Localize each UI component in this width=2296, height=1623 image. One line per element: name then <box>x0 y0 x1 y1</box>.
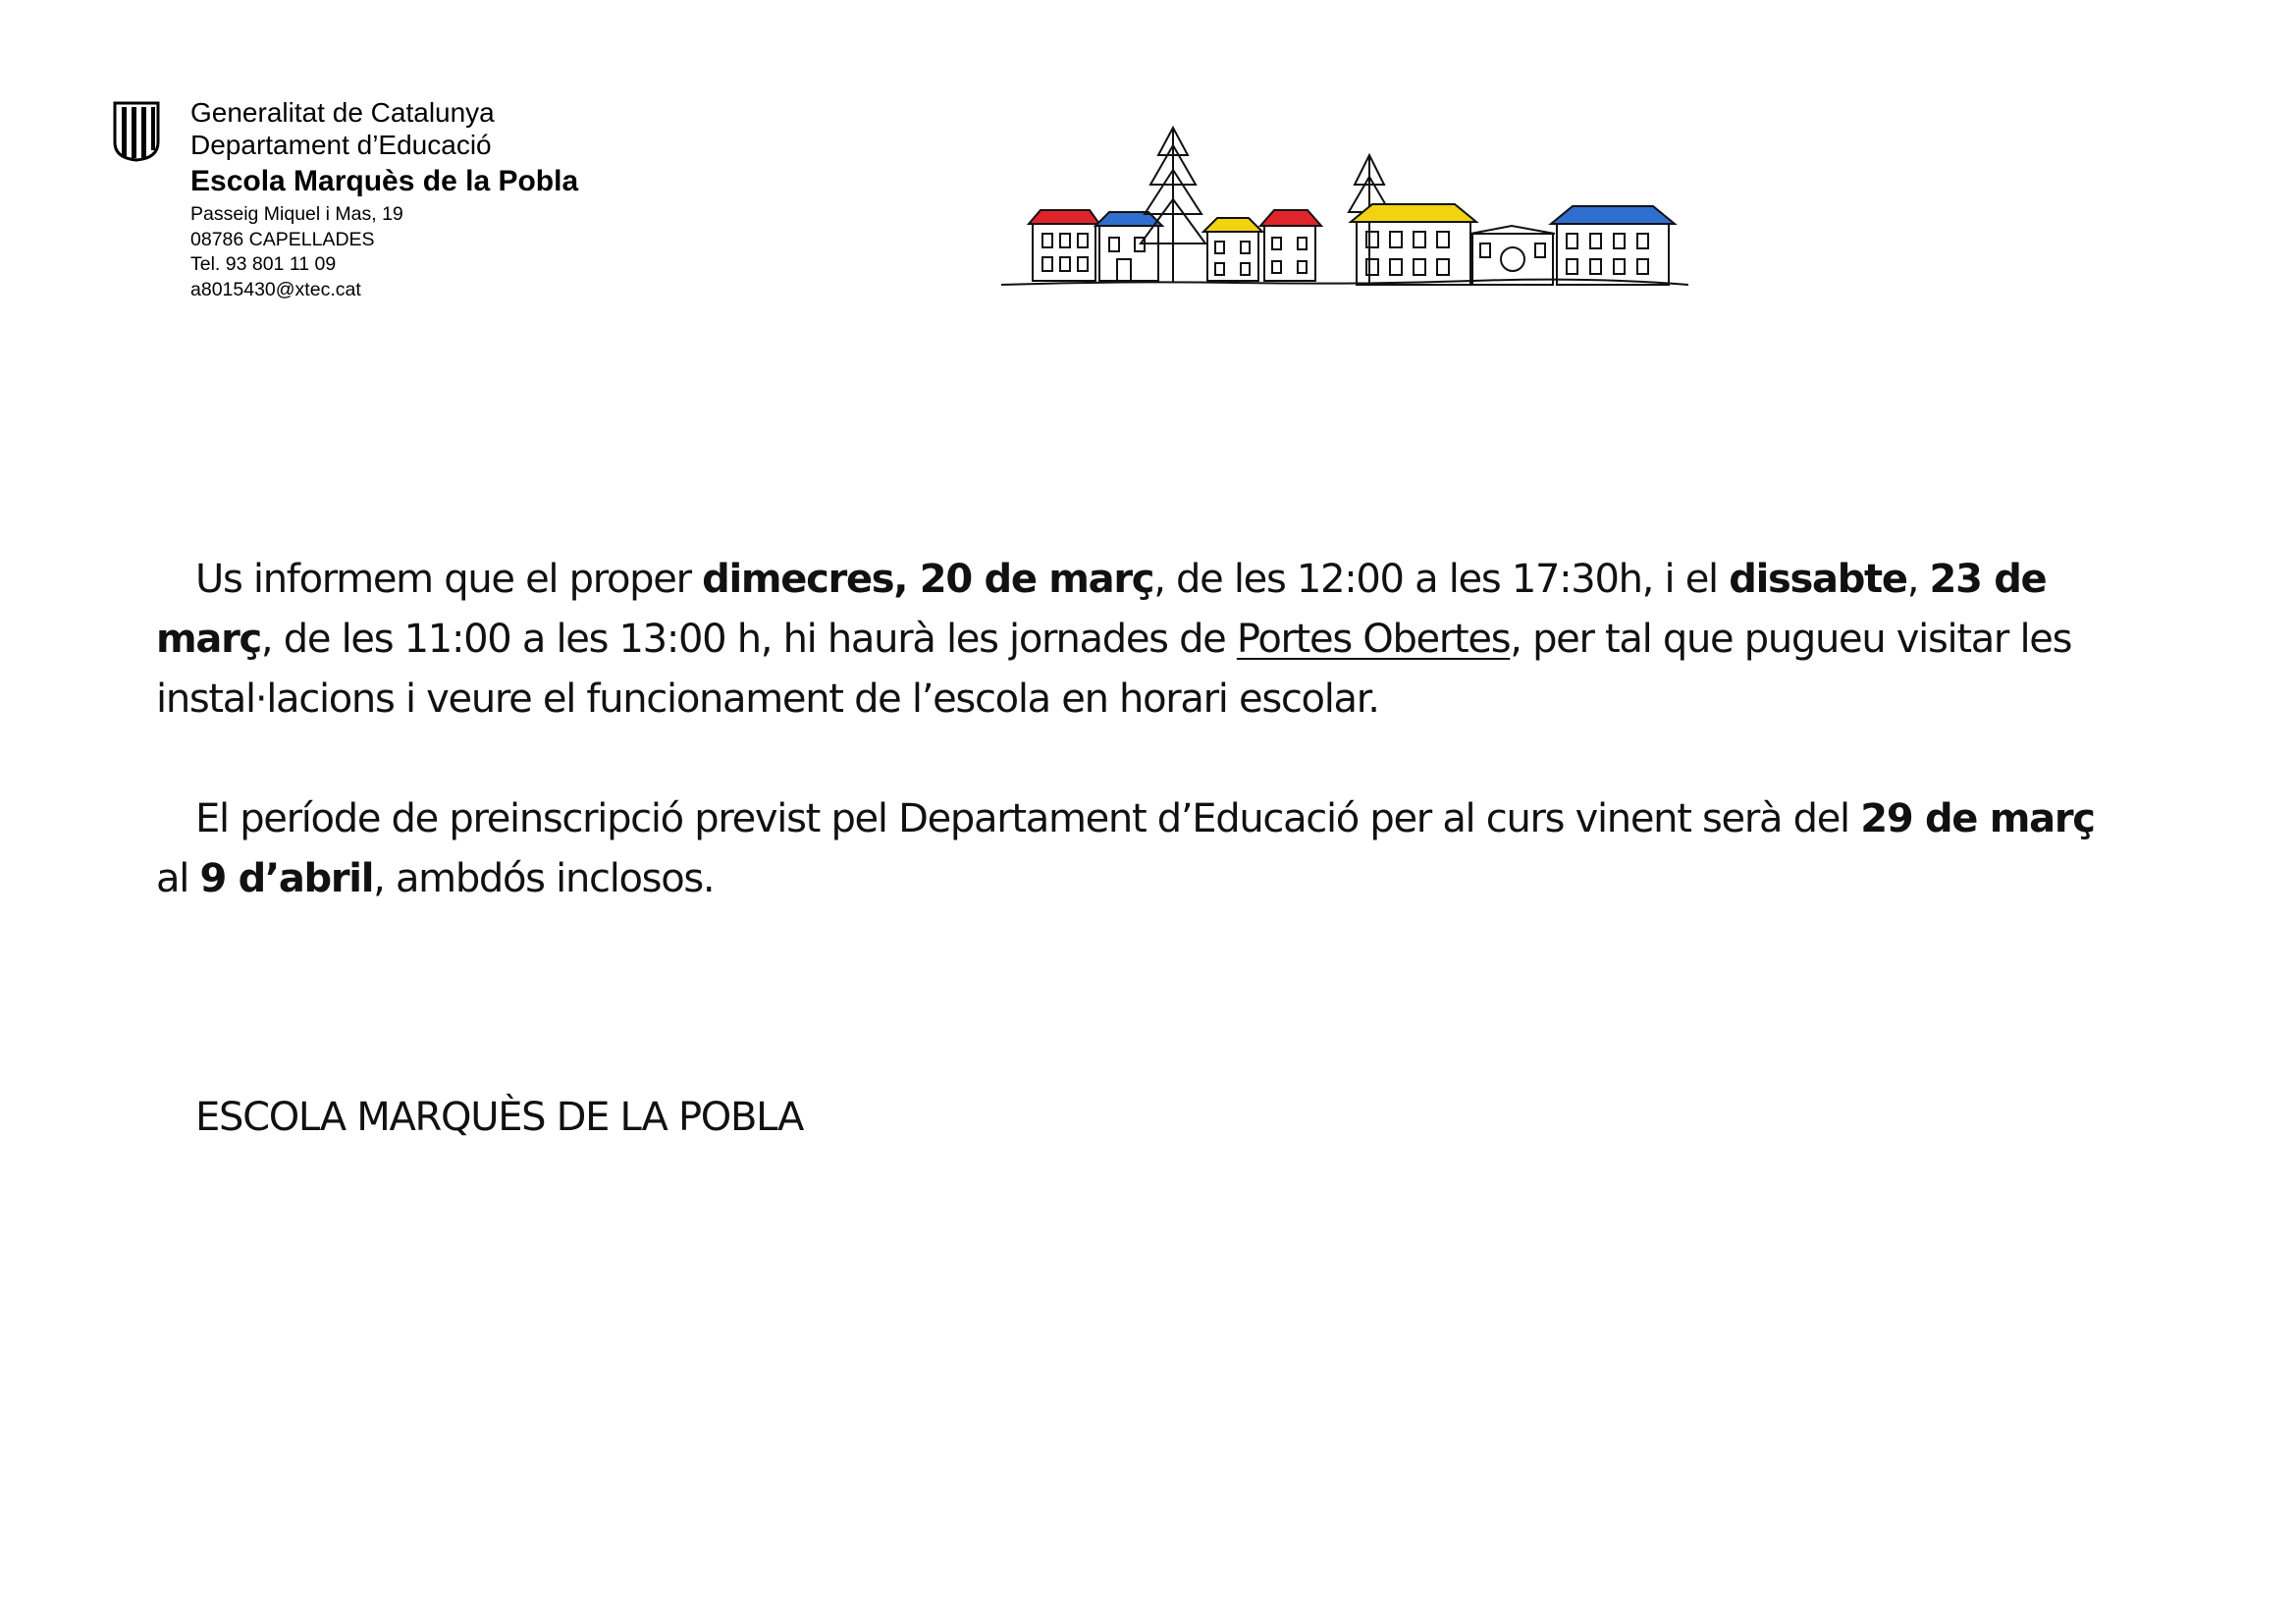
text-segment: Us informem que el proper <box>195 557 703 602</box>
school-email: a8015430@xtec.cat <box>190 278 361 300</box>
text-segment: , per tal que pugueu visitar les instal·lacions i veure el funcionament de l’escola en horari escolar. <box>156 617 2072 722</box>
text-segment: , de les 11:00 a les 13:00 h, hi haurà les jornades de <box>260 617 1237 662</box>
text-segment: , de les 12:00 a les 17:30h, i el <box>1153 557 1730 602</box>
open-days-label: Portes Obertes <box>1236 617 1511 662</box>
date-wednesday: dimecres, 20 de març <box>702 557 1154 602</box>
text-segment: El període de preinscripció previst pel Departament d’Educació per al curs vinent serà del <box>195 796 1861 841</box>
department-name: Departament d’Educació <box>190 130 492 160</box>
school-name: Escola Marquès de la Pobla <box>190 165 579 197</box>
school-postal: 08786 CAPELLADES <box>190 228 375 250</box>
org-name: Generalitat de Catalunya <box>190 97 495 128</box>
day-saturday: dissabte <box>1729 557 1907 602</box>
letterhead-text <box>190 96 578 302</box>
date-saturday: 23 de març <box>156 557 2047 662</box>
school-address: Passeig Miquel i Mas, 19 <box>190 203 403 225</box>
school-phone: Tel. 93 801 11 09 <box>190 253 337 275</box>
generalitat-seal-icon <box>111 99 162 162</box>
signature: ESCOLA MARQUÈS DE LA POBLA <box>195 1095 804 1140</box>
paragraph-open-days <box>156 550 2129 730</box>
text-segment: , <box>1906 557 1930 602</box>
text-segment: , ambdós inclosos. <box>373 856 715 901</box>
start-date: 29 de març <box>1860 796 2095 841</box>
text-segment: al <box>156 856 200 901</box>
school-buildings-drawing <box>1001 116 1688 295</box>
paragraph-preregistration <box>156 789 2129 909</box>
end-date: 9 d’abril <box>199 856 374 901</box>
announcement-body <box>156 550 2129 909</box>
